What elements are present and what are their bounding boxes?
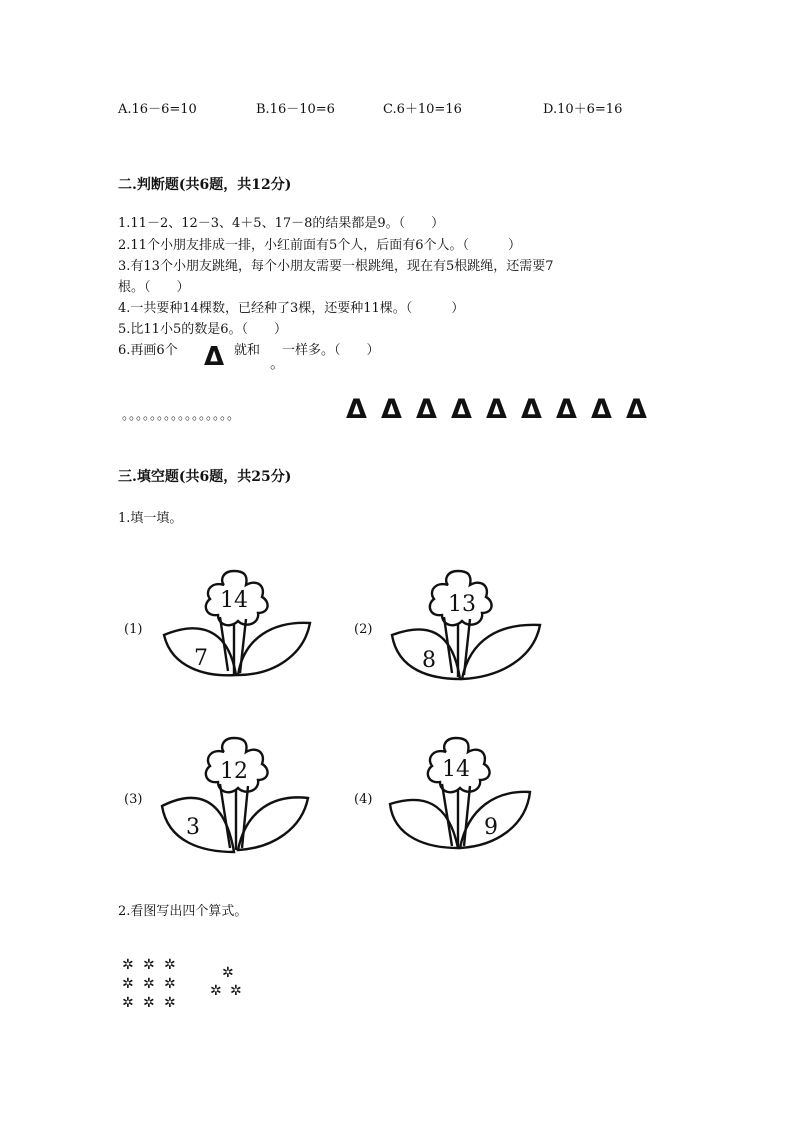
judge-q3-line1: 3.有13个小朋友跳绳，每个小朋友需要一根跳绳，现在有5根跳绳，还需要7 xyxy=(118,259,554,274)
star-icon: ✲ xyxy=(222,965,234,981)
flower4-label: (4) xyxy=(354,792,373,807)
star-icon: ✲ xyxy=(210,983,222,999)
flower-figure-3 xyxy=(158,730,316,860)
flower3-leaf-number: 3 xyxy=(186,815,200,840)
circles-row: 。。。。。。。。。。。。。。。。 xyxy=(122,408,241,423)
triangle-icon: Δ xyxy=(521,394,542,425)
flower2-label: (2) xyxy=(354,622,373,637)
flower1-top-number: 14 xyxy=(220,588,248,613)
judge-q6-prefix: 6.再画6个 xyxy=(118,343,178,358)
flower3-label: (3) xyxy=(124,792,143,807)
section3-title: 三.填空题(共6题，共25分) xyxy=(118,469,292,485)
flower4-leaf-number: 9 xyxy=(484,815,498,840)
star-icon: ✲ xyxy=(164,957,176,973)
judge-q6-mid: 就和 xyxy=(234,343,261,358)
flower-figure-1 xyxy=(158,563,316,693)
triangle-icon: Δ xyxy=(451,394,472,425)
star-icon: ✲ xyxy=(143,976,155,992)
flower2-leaf-number: 8 xyxy=(422,648,436,673)
judge-q4: 4.一共要种14棵数，已经种了3棵，还要种11棵。（ ） xyxy=(118,301,465,316)
fill-q2: 2.看图写出四个算式。 xyxy=(118,904,248,919)
option-a: A.16－6=10 xyxy=(118,102,197,117)
flower-figure-2 xyxy=(388,563,548,693)
star-icon: ✲ xyxy=(143,957,155,973)
judge-q2: 2.11个小朋友排成一排，小红前面有5个人，后面有6个人。（ ） xyxy=(118,238,521,253)
q6-circle: 。 xyxy=(270,354,286,372)
triangle-icon: Δ xyxy=(486,394,507,425)
triangle-icon: Δ xyxy=(626,394,647,425)
star-icon: ✲ xyxy=(143,995,155,1011)
flower1-leaf-number: 7 xyxy=(194,646,208,671)
triangle-icon: Δ xyxy=(381,394,402,425)
flower3-top-number: 12 xyxy=(220,759,248,784)
star-icon: ✲ xyxy=(164,976,176,992)
triangle-icon: Δ xyxy=(346,394,367,425)
star-icon: ✲ xyxy=(122,976,134,992)
star-icon: ✲ xyxy=(122,957,134,973)
triangle-icon: Δ xyxy=(591,394,612,425)
star-icon: ✲ xyxy=(230,983,242,999)
fill-q1: 1.填一填。 xyxy=(118,511,183,526)
stars-group-right xyxy=(210,964,250,1004)
flower4-top-number: 14 xyxy=(442,757,470,782)
flower2-top-number: 13 xyxy=(448,592,476,617)
option-d: D.10＋6=16 xyxy=(543,102,623,117)
option-b: B.16－10=6 xyxy=(256,102,335,117)
star-icon: ✲ xyxy=(122,995,134,1011)
section2-title: 二.判断题(共6题，共12分) xyxy=(118,177,292,193)
flower1-label: (1) xyxy=(124,622,143,637)
star-icon: ✲ xyxy=(164,995,176,1011)
flower-figure-4 xyxy=(386,730,538,860)
judge-q3-line2: 根。（ ） xyxy=(118,280,190,295)
judge-q5: 5.比11小5的数是6。（ ） xyxy=(118,322,287,337)
option-c: C.6＋10=16 xyxy=(383,102,462,117)
judge-q1: 1.11－2、12－3、4＋5、17－8的结果都是9。（ ） xyxy=(118,216,445,231)
triangle-icon: Δ xyxy=(556,394,577,425)
triangle-icon: Δ xyxy=(416,394,437,425)
q6-triangle-icon: Δ xyxy=(204,342,225,372)
judge-q6-suffix: 一样多。（ ） xyxy=(282,343,380,358)
